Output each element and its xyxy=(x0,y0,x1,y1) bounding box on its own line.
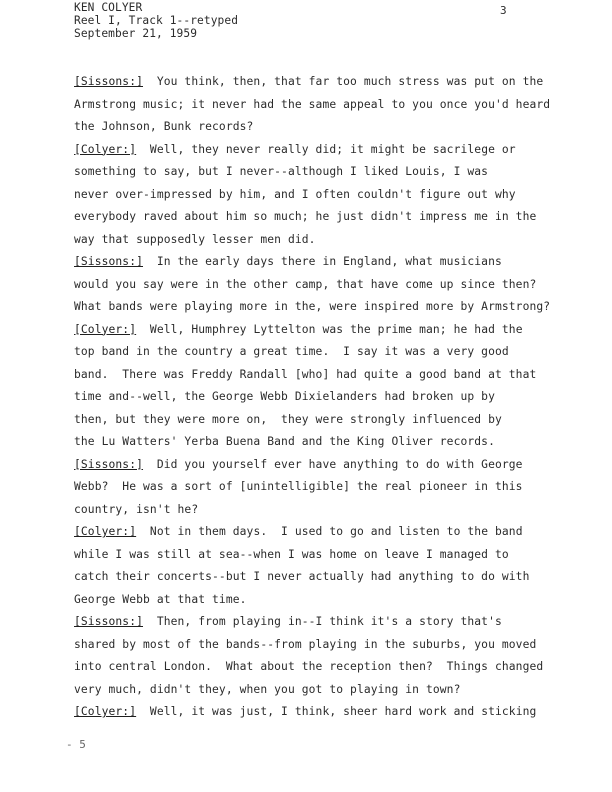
transcript-line xyxy=(74,544,554,567)
transcript-line xyxy=(74,566,554,589)
line-text: something to say, but I never--although I liked Louis, I was xyxy=(74,165,489,178)
transcript-line xyxy=(74,139,554,162)
transcript-body xyxy=(74,71,554,724)
line-text: country, isn't he? xyxy=(74,502,199,516)
transcript-line xyxy=(74,386,554,409)
transcript-line xyxy=(74,589,554,612)
transcript-line xyxy=(74,409,554,432)
transcript-line xyxy=(74,251,554,274)
transcript-line xyxy=(74,206,554,229)
line-text: Then, from playing in--I think it's a story that's xyxy=(143,615,502,628)
line-text: very much, didn't they, when you got to playing in town? xyxy=(74,682,461,696)
speaker-label: [Sissons:] xyxy=(74,615,144,628)
speaker-label: [Colyer:] xyxy=(74,142,137,156)
speaker-label: [Colyer:] xyxy=(74,322,137,336)
transcript-line xyxy=(74,364,554,387)
line-text: everybody raved about him so much; he just didn't impress me in the xyxy=(74,210,537,223)
speaker-label: [Sissons:] xyxy=(74,75,144,88)
document-header xyxy=(74,1,238,40)
transcript-line xyxy=(74,611,554,634)
transcript-line xyxy=(74,341,554,364)
transcript-line xyxy=(74,499,554,522)
line-text: Well, it was just, I think, sheer hard work and sticking xyxy=(136,705,537,718)
line-text: way that supposedly lesser men did. xyxy=(74,232,316,246)
line-text: the Lu Watters' Yerba Buena Band and the King Oliver records. xyxy=(74,435,495,448)
header-interviewee: KEN COLYER xyxy=(74,1,143,14)
line-text: band. There was Freddy Randall [who] had quite a good band at that xyxy=(74,367,537,381)
transcript-line xyxy=(74,634,554,657)
header-reel-track: Reel I, Track 1--retyped xyxy=(74,14,239,27)
transcript-line xyxy=(74,229,554,252)
transcript-line xyxy=(74,116,554,139)
line-text: the Johnson, Bunk records? xyxy=(74,120,254,133)
line-text: time and--well, the George Webb Dixielanders had broken up by xyxy=(74,390,495,403)
speaker-label: [Sissons:] xyxy=(74,457,144,471)
transcript-line xyxy=(74,679,554,702)
line-text: Not in them days. I used to go and listen to the band xyxy=(136,525,523,538)
transcript-line xyxy=(74,71,554,94)
line-text: What bands were playing more in the, were inspired more by Armstrong? xyxy=(74,300,551,313)
line-text: never over-impressed by him, and I often couldn't figure out why xyxy=(74,187,516,201)
transcript-line xyxy=(74,319,554,342)
transcript-line xyxy=(74,521,554,544)
transcript-line xyxy=(74,431,554,454)
transcript-line xyxy=(74,274,554,297)
transcript-line xyxy=(74,94,554,117)
transcript-line xyxy=(74,656,554,679)
line-text: then, but they were more on, they were strongly influenced by xyxy=(74,412,502,426)
line-text: Armstrong music; it never had the same appeal to you once you'd heard xyxy=(74,97,551,111)
speaker-label: [Sissons:] xyxy=(74,255,144,268)
transcript-line xyxy=(74,454,554,477)
header-date: September 21, 1959 xyxy=(74,27,198,40)
line-text: George Webb at that time. xyxy=(74,592,247,606)
transcript-line xyxy=(74,184,554,207)
footer-mark: - 5 xyxy=(66,738,86,751)
line-text: You think, then, that far too much stress was put on the xyxy=(143,75,544,88)
line-text: In the early days there in England, what musicians xyxy=(143,255,502,268)
line-text: catch their concerts--but I never actually had anything to do with xyxy=(74,570,530,583)
line-text: into central London. What about the reception then? Things changed xyxy=(74,660,544,673)
speaker-label: [Colyer:] xyxy=(74,525,137,538)
line-text: Well, Humphrey Lyttelton was the prime man; he had the xyxy=(136,322,523,336)
line-text: Did you yourself ever have anything to do with George xyxy=(143,457,523,471)
page-number: 3 xyxy=(500,4,507,17)
transcript-line xyxy=(74,161,554,184)
line-text: top band in the country a great time. I say it was a very good xyxy=(74,345,509,358)
transcript-line xyxy=(74,701,554,724)
line-text: while I was still at sea--when I was home on leave I managed to xyxy=(74,547,509,561)
transcript-line xyxy=(74,476,554,499)
speaker-label: [Colyer:] xyxy=(74,705,137,718)
line-text: Well, they never really did; it might be sacrilege or xyxy=(136,142,516,156)
line-text: shared by most of the bands--from playing in the suburbs, you moved xyxy=(74,637,537,651)
transcript-line xyxy=(74,296,554,319)
line-text: Webb? He was a sort of [unintelligible] the real pioneer in this xyxy=(74,480,523,493)
line-text: would you say were in the other camp, that have come up since then? xyxy=(74,277,537,291)
